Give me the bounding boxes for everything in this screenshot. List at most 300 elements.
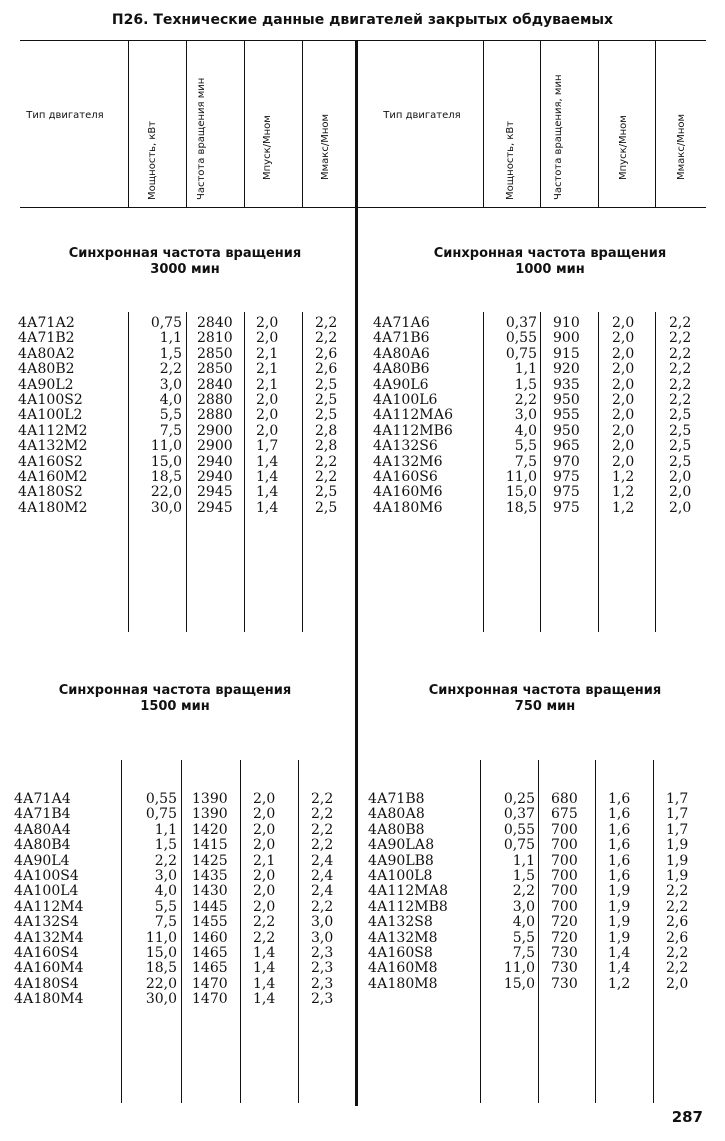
start-ratio-cell: 2,0 [256,315,279,331]
speed-cell: 950 [553,422,580,439]
speed-cell: 975 [553,499,580,516]
table-row [0,884,725,899]
speed-cell: 700 [551,898,578,915]
start-ratio-cell: 2,0 [253,821,276,838]
max-ratio-cell: 2,8 [315,422,338,439]
motor-type-cell: 4А132М2 [18,438,88,455]
table-row [0,439,725,454]
speed-cell: 700 [551,867,578,884]
motor-type-cell: 4А80В6 [373,361,430,378]
start-ratio-header-right: Мпуск/Мном [618,115,629,180]
power-cell: 0,37 [505,315,537,331]
speed-cell: 1470 [192,975,228,992]
start-ratio-cell: 1,4 [256,453,279,470]
start-ratio-cell: 2,1 [256,345,279,362]
power-cell: 15,0 [145,944,177,961]
power-cell: 3,0 [512,898,535,915]
power-cell: 1,5 [514,376,537,393]
start-ratio-cell: 2,0 [612,361,635,378]
max-ratio-cell: 2,2 [666,960,689,977]
table-row [0,900,725,915]
power-cell: 4,0 [512,914,535,931]
power-cell: 0,55 [145,791,177,807]
start-ratio-cell: 2,1 [253,852,276,869]
start-ratio-cell: 2,0 [256,330,279,347]
data-block-1000 [0,316,725,516]
max-ratio-cell: 2,5 [669,422,692,439]
table-title: П26. Технические данные двигателей закрытых обдуваемых [111,12,614,28]
speed-cell: 1460 [192,929,228,946]
header-divider [540,41,541,207]
section-title [30,246,340,278]
power-cell: 1,5 [159,345,182,362]
motor-type-cell: 4А90L4 [14,852,70,869]
start-ratio-cell: 1,9 [608,929,631,946]
max-ratio-cell: 2,6 [315,361,338,378]
speed-cell: 700 [551,837,578,854]
max-ratio-cell: 2,2 [669,345,692,362]
motor-type-cell: 4А71А4 [14,791,71,807]
table-row [0,347,725,362]
start-ratio-cell: 1,4 [253,991,276,1008]
power-cell: 0,37 [503,806,535,823]
speed-cell: 1390 [192,791,228,807]
max-ratio-cell: 2,0 [669,484,692,501]
max-ratio-cell: 2,6 [666,929,689,946]
power-cell: 0,75 [145,806,177,823]
max-ratio-cell: 2,2 [669,376,692,393]
max-ratio-cell: 2,2 [666,944,689,961]
power-cell: 4,0 [159,391,182,408]
table-row [0,869,725,884]
start-ratio-cell: 1,6 [608,821,631,838]
power-cell: 15,0 [150,453,182,470]
start-ratio-cell: 1,6 [608,867,631,884]
speed-cell: 700 [551,883,578,900]
power-cell: 0,75 [505,345,537,362]
speed-cell: 950 [553,391,580,408]
start-ratio-cell: 2,0 [253,791,276,807]
start-ratio-cell: 1,6 [608,791,631,807]
motor-type-cell: 4А71В2 [18,330,75,347]
table-row [0,807,725,822]
speed-cell: 1465 [192,960,228,977]
start-ratio-cell: 1,4 [253,944,276,961]
motor-type-cell: 4А180S2 [18,484,83,501]
table-row [0,823,725,838]
power-cell: 0,75 [150,315,182,331]
start-ratio-header-left: Мпуск/Мном [262,115,273,180]
power-header-left: Мощность, кВт [147,120,158,200]
section-title-line: Синхронная частота вращения [68,246,302,261]
section-speed: 3000 мин [150,262,220,277]
power-cell: 22,0 [150,484,182,501]
max-ratio-cell: 2,2 [311,821,334,838]
power-cell: 18,5 [145,960,177,977]
motor-type-cell: 4А132М8 [368,929,438,946]
power-cell: 1,1 [154,821,177,838]
speed-cell: 2880 [197,391,233,408]
table-row [0,393,725,408]
max-ratio-cell: 2,5 [315,391,338,408]
start-ratio-cell: 1,9 [608,914,631,931]
table-row [0,946,725,961]
table-row [0,931,725,946]
power-cell: 11,0 [150,438,182,455]
start-ratio-cell: 1,6 [608,852,631,869]
max-ratio-cell: 2,3 [311,944,334,961]
max-ratio-cell: 2,2 [315,330,338,347]
start-ratio-cell: 1,6 [608,806,631,823]
start-ratio-cell: 1,9 [608,898,631,915]
max-ratio-cell: 2,5 [669,453,692,470]
max-ratio-cell: 2,5 [315,484,338,501]
motor-type-cell: 4А180М6 [373,499,443,516]
speed-cell: 2945 [197,499,233,516]
motor-type-cell: 4А112МА8 [368,883,449,900]
speed-cell: 2840 [197,376,233,393]
start-ratio-cell: 1,2 [612,499,635,516]
motor-type-cell: 4А71А6 [373,315,430,331]
start-ratio-cell: 1,4 [256,484,279,501]
speed-cell: 1465 [192,944,228,961]
power-cell: 0,55 [503,821,535,838]
start-ratio-cell: 2,1 [256,361,279,378]
start-ratio-cell: 1,6 [608,837,631,854]
speed-cell: 900 [553,330,580,347]
motor-type-cell: 4А112МВ8 [368,898,448,915]
power-cell: 3,0 [514,407,537,424]
table-row [0,316,725,331]
motor-type-cell: 4А100L6 [373,391,438,408]
motor-type-cell: 4А132S8 [368,914,433,931]
power-cell: 22,0 [145,975,177,992]
motor-type-cell: 4А160S6 [373,468,438,485]
start-ratio-cell: 2,0 [612,453,635,470]
power-cell: 0,75 [503,837,535,854]
speed-cell: 2900 [197,438,233,455]
speed-cell: 2850 [197,345,233,362]
speed-cell: 1420 [192,821,228,838]
header-bottom-rule [20,207,706,208]
table-row [0,854,725,869]
motor-type-cell: 4А160М8 [368,960,438,977]
speed-cell: 1455 [192,914,228,931]
power-cell: 5,5 [159,407,182,424]
table-row [0,792,725,807]
table-row [0,992,355,1007]
power-cell: 5,5 [512,929,535,946]
max-ratio-cell: 2,2 [311,898,334,915]
power-cell: 7,5 [159,422,182,439]
power-cell: 5,5 [154,898,177,915]
power-cell: 5,5 [514,438,537,455]
section-title-line: Синхронная частота вращения [433,246,667,261]
max-ratio-cell: 2,2 [315,468,338,485]
power-cell: 4,0 [154,883,177,900]
max-ratio-cell: 3,0 [311,929,334,946]
max-ratio-cell: 2,6 [315,345,338,362]
max-ratio-cell: 2,2 [669,361,692,378]
speed-cell: 2840 [197,315,233,331]
speed-cell: 2940 [197,468,233,485]
speed-cell: 700 [551,852,578,869]
motor-type-cell: 4А100L8 [368,867,433,884]
motor-type-cell: 4А100S4 [14,867,79,884]
start-ratio-cell: 1,7 [256,438,279,455]
power-cell: 3,0 [154,867,177,884]
motor-type-cell: 4А80А4 [14,821,71,838]
max-ratio-header-left: Mмакс/Мном [320,113,331,180]
start-ratio-cell: 2,2 [253,914,276,931]
motor-type-cell: 4А180М4 [14,991,84,1008]
max-ratio-cell: 2,4 [311,867,334,884]
header-divider [655,41,656,207]
start-ratio-cell: 2,1 [256,376,279,393]
max-ratio-cell: 2,2 [315,315,338,331]
max-ratio-cell: 2,2 [666,883,689,900]
speed-cell: 935 [553,376,580,393]
section-title-line: Синхронная частота вращения [58,683,292,698]
max-ratio-cell: 2,4 [311,883,334,900]
max-ratio-cell: 1,7 [666,791,689,807]
power-cell: 30,0 [145,991,177,1008]
start-ratio-cell: 2,0 [612,376,635,393]
power-cell: 11,0 [145,929,177,946]
speed-cell: 1415 [192,837,228,854]
max-ratio-cell: 2,8 [315,438,338,455]
speed-cell: 1390 [192,806,228,823]
speed-cell: 730 [551,960,578,977]
start-ratio-cell: 2,0 [256,407,279,424]
header-divider [302,41,303,207]
start-ratio-cell: 2,0 [612,345,635,362]
speed-cell: 730 [551,944,578,961]
max-ratio-cell: 1,9 [666,852,689,869]
power-cell: 1,5 [512,867,535,884]
header-divider [244,41,245,207]
max-ratio-cell: 1,9 [666,867,689,884]
max-ratio-cell: 2,5 [315,499,338,516]
speed-header-right: Частота вращения, мин [553,74,564,200]
section-title [390,683,700,715]
start-ratio-cell: 2,0 [253,898,276,915]
start-ratio-cell: 1,4 [608,944,631,961]
speed-cell: 700 [551,821,578,838]
header-divider [186,41,187,207]
speed-header-left: Частота вращения мин [196,77,207,200]
start-ratio-cell: 1,4 [253,975,276,992]
motor-type-cell: 4А132М4 [14,929,84,946]
motor-type-cell: 4А100L2 [18,407,83,424]
speed-cell: 2850 [197,361,233,378]
table-row [0,378,725,393]
motor-type-cell: 4А100S2 [18,391,83,408]
speed-cell: 975 [553,468,580,485]
start-ratio-cell: 2,0 [253,837,276,854]
start-ratio-cell: 1,4 [256,468,279,485]
table-row [0,470,725,485]
start-ratio-cell: 1,4 [608,960,631,977]
max-ratio-cell: 2,2 [669,315,692,331]
section-title [395,246,705,278]
type-header-left: Тип двигателя [26,110,104,121]
power-cell: 1,1 [514,361,537,378]
start-ratio-cell: 2,0 [253,883,276,900]
motor-type-cell: 4А90L2 [18,376,74,393]
header-divider [483,41,484,207]
power-cell: 7,5 [514,453,537,470]
motor-type-cell: 4А180S4 [14,975,79,992]
max-ratio-cell: 2,2 [666,898,689,915]
table-row [0,915,725,930]
power-cell: 11,0 [505,468,537,485]
power-cell: 2,2 [154,852,177,869]
max-ratio-cell: 2,5 [669,407,692,424]
max-ratio-cell: 2,2 [311,837,334,854]
speed-cell: 1430 [192,883,228,900]
speed-cell: 975 [553,484,580,501]
motor-type-cell: 4А90LВ8 [368,852,434,869]
power-cell: 1,1 [159,330,182,347]
motor-type-cell: 4А90LА8 [368,837,435,854]
power-cell: 7,5 [154,914,177,931]
max-ratio-cell: 1,9 [666,837,689,854]
motor-type-cell: 4А80А8 [368,806,425,823]
motor-type-cell: 4А160S8 [368,944,433,961]
header-top-rule [20,40,706,41]
motor-type-cell: 4А160М6 [373,484,443,501]
speed-cell: 675 [551,806,578,823]
start-ratio-cell: 2,0 [256,422,279,439]
motor-type-cell: 4А160М2 [18,468,88,485]
speed-cell: 2880 [197,407,233,424]
start-ratio-cell: 1,4 [256,499,279,516]
power-cell: 2,2 [514,391,537,408]
speed-cell: 915 [553,345,580,362]
start-ratio-cell: 1,2 [612,484,635,501]
motor-type-cell: 4А71А2 [18,315,75,331]
table-row [0,838,725,853]
max-ratio-cell: 2,6 [666,914,689,931]
start-ratio-cell: 1,9 [608,883,631,900]
max-ratio-cell: 2,3 [311,991,334,1008]
start-ratio-cell: 2,0 [612,438,635,455]
speed-cell: 920 [553,361,580,378]
start-ratio-cell: 2,0 [612,315,635,331]
max-ratio-cell: 2,4 [311,852,334,869]
power-cell: 18,5 [505,499,537,516]
max-ratio-cell: 3,0 [311,914,334,931]
table-row [0,424,725,439]
motor-type-cell: 4А160S4 [14,944,79,961]
max-ratio-cell: 2,3 [311,960,334,977]
max-ratio-header-right: Mмакс/Мном [676,113,687,180]
section-title [20,683,330,715]
motor-type-cell: 4А80В2 [18,361,75,378]
max-ratio-cell: 1,7 [666,821,689,838]
start-ratio-cell: 1,4 [253,960,276,977]
start-ratio-cell: 1,2 [612,468,635,485]
max-ratio-cell: 2,5 [315,407,338,424]
speed-cell: 910 [553,315,580,331]
speed-cell: 2940 [197,453,233,470]
motor-type-cell: 4А71В4 [14,806,71,823]
speed-cell: 720 [551,914,578,931]
header-divider [598,41,599,207]
max-ratio-cell: 2,2 [669,330,692,347]
data-block-750 [0,792,725,992]
power-cell: 15,0 [505,484,537,501]
motor-type-cell: 4А160М4 [14,960,84,977]
start-ratio-cell: 2,0 [612,330,635,347]
start-ratio-cell: 2,2 [253,929,276,946]
power-cell: 0,55 [505,330,537,347]
start-ratio-cell: 2,0 [256,391,279,408]
speed-cell: 2810 [197,330,233,347]
table-row [0,455,725,470]
motor-type-cell: 4А112МВ6 [373,422,453,439]
max-ratio-cell: 2,2 [311,806,334,823]
max-ratio-cell: 2,5 [315,376,338,393]
max-ratio-cell: 2,2 [669,391,692,408]
power-cell: 2,2 [159,361,182,378]
power-cell: 30,0 [150,499,182,516]
motor-type-cell: 4А80А2 [18,345,75,362]
power-cell: 0,25 [503,791,535,807]
table-row [0,977,725,992]
table-row [0,331,725,346]
start-ratio-cell: 2,0 [612,391,635,408]
start-ratio-cell: 1,2 [608,975,631,992]
max-ratio-cell: 1,7 [666,806,689,823]
speed-cell: 965 [553,438,580,455]
max-ratio-cell: 2,5 [669,438,692,455]
page-number: 287 [671,1108,703,1126]
motor-type-cell: 4А180М8 [368,975,438,992]
speed-cell: 1425 [192,852,228,869]
max-ratio-cell: 2,2 [311,791,334,807]
max-ratio-cell: 2,2 [315,453,338,470]
start-ratio-cell: 2,0 [612,407,635,424]
motor-type-cell: 4А80А6 [373,345,430,362]
motor-type-cell: 4А90L6 [373,376,429,393]
max-ratio-cell: 2,0 [666,975,689,992]
power-cell: 1,1 [512,852,535,869]
power-cell: 15,0 [503,975,535,992]
table-row [0,408,725,423]
motor-type-cell: 4А132М6 [373,453,443,470]
section-title-line: Синхронная частота вращения [428,683,662,698]
power-cell: 4,0 [514,422,537,439]
motor-type-cell: 4А160S2 [18,453,83,470]
power-header-right: Мощность, кВт [505,120,516,200]
power-cell: 2,2 [512,883,535,900]
power-cell: 3,0 [159,376,182,393]
section-speed: 750 мин [514,699,576,714]
motor-type-cell: 4А112М4 [14,898,84,915]
start-ratio-cell: 2,0 [612,422,635,439]
motor-type-cell: 4А132S4 [14,914,79,931]
speed-cell: 970 [553,453,580,470]
motor-type-cell: 4А100L4 [14,883,79,900]
motor-type-cell: 4А80В4 [14,837,71,854]
max-ratio-cell: 2,0 [669,468,692,485]
table-row [0,961,725,976]
speed-cell: 2945 [197,484,233,501]
section-speed: 1500 мин [140,699,210,714]
power-cell: 11,0 [503,960,535,977]
